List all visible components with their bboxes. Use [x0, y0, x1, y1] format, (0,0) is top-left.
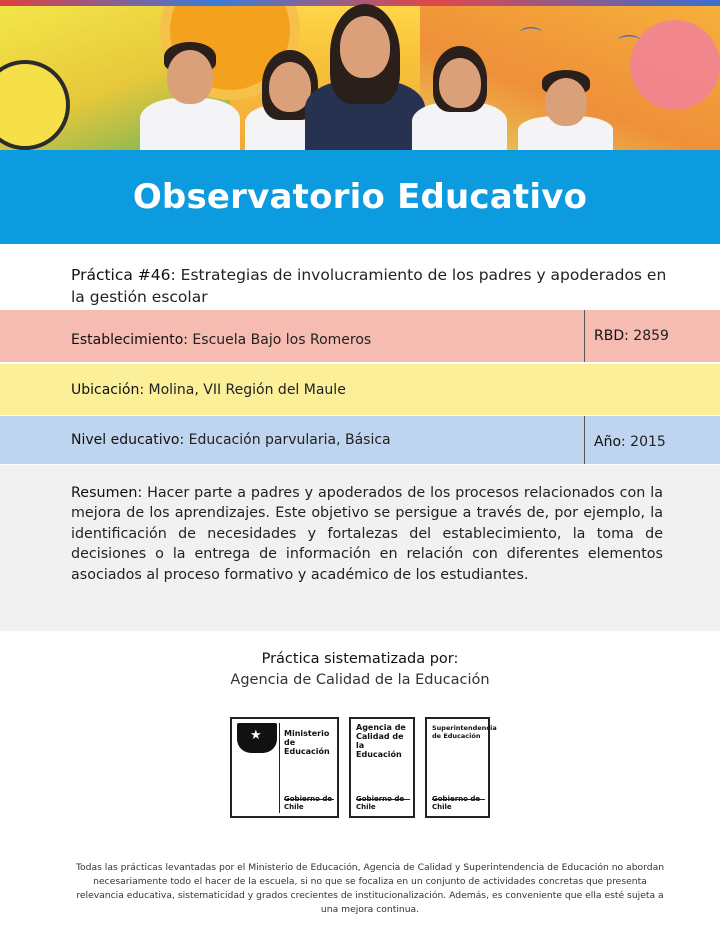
mural-bird-icon: ⌒ — [520, 27, 543, 52]
chile-shield-icon: ★ — [237, 723, 277, 753]
mural-pink-shape — [630, 20, 720, 110]
credit-agency: Agencia de Calidad de la Educación — [230, 672, 490, 688]
anio-label: Año — [594, 434, 622, 450]
anio-value: : 2015 — [621, 434, 666, 450]
ministerio-name-line2: Educación — [284, 747, 330, 756]
title-bar — [0, 150, 720, 244]
establecimiento-cell — [0, 310, 584, 362]
page-title: Observatorio Educativo — [132, 177, 588, 217]
superintendencia-name-line1: Superintendencia — [432, 724, 497, 732]
summary — [71, 483, 663, 585]
ubicacion-row — [0, 364, 720, 415]
agencia-name-line3: Educación — [356, 750, 402, 759]
practice-description: : Estrategias de involucramiento de los padres y apoderados en la gestión escolar — [71, 266, 667, 306]
student-figure — [140, 40, 240, 150]
nivel-row — [0, 416, 720, 464]
summary-text: Hacer parte a padres y apoderados de los procesos relacionados con la mejora de los aprendizajes. Este objetivo se persigue a través de, por ejemplo, la identificación de necesidades y fortalezas del establecimiento, la toma de decisiones o la entrega de información en relación con diferentes elementos asociados al proceso formativo y académico de los estudiantes. — [71, 485, 663, 583]
establecimiento-label: Establecimiento: — [71, 332, 188, 348]
disclaimer: Todas las prácticas levantadas por el Ministerio de Educación, Agencia de Calidad y Superintendencia de Educación no abordan necesariamente todo el hacer de la escuela, si no que se focaliza en un conjunto de actividades concretas que presenta relevancia educativa, sistematicidad y grados crecientes de institucionalización. Además, es conveniente que ella esté sujeta a una mejora continua. — [75, 862, 665, 915]
ubicacion-value: Molina, VII Región del Maule — [144, 381, 346, 398]
rbd-value: 2859 — [628, 328, 669, 344]
student-figure — [412, 46, 507, 150]
agencia-footer: Gobierno de Chile — [356, 795, 405, 811]
teacher-figure — [305, 4, 425, 150]
superintendencia-footer: Gobierno de Chile — [432, 795, 481, 811]
ministerio-footer: Gobierno de Chile — [284, 795, 333, 811]
establecimiento-value: Escuela Bajo los Romeros — [187, 332, 372, 348]
student-figure — [518, 70, 613, 150]
practice-number: Práctica #46 — [71, 266, 171, 284]
practice-heading — [71, 264, 671, 308]
superintendencia-name-line2: de Educación — [432, 732, 481, 740]
agencia-name-line1: Agencia de — [356, 723, 406, 732]
ubicacion-cell — [0, 364, 346, 415]
superintendencia-logo — [425, 717, 497, 818]
header-photo — [0, 0, 720, 150]
summary-label: Resumen: — [71, 485, 143, 501]
agencia-name-line2: Calidad de la — [356, 732, 404, 750]
nivel-label: Nivel educativo: — [71, 432, 185, 448]
credit-title: Práctica sistematizada por: — [261, 651, 459, 667]
nivel-value: Educación parvularia, Básica — [184, 432, 391, 448]
rbd-label: RBD: — [594, 328, 629, 344]
establecimiento-row — [0, 310, 720, 362]
anio-cell — [584, 416, 666, 464]
ministerio-name-line1: Ministerio de — [284, 729, 330, 747]
rbd-cell — [584, 310, 669, 362]
ministerio-logo — [230, 717, 339, 818]
ubicacion-label: Ubicación: — [71, 381, 145, 398]
agencia-logo — [349, 717, 415, 818]
nivel-cell — [0, 416, 584, 464]
mural-bird-icon: ⌒ — [618, 35, 641, 60]
